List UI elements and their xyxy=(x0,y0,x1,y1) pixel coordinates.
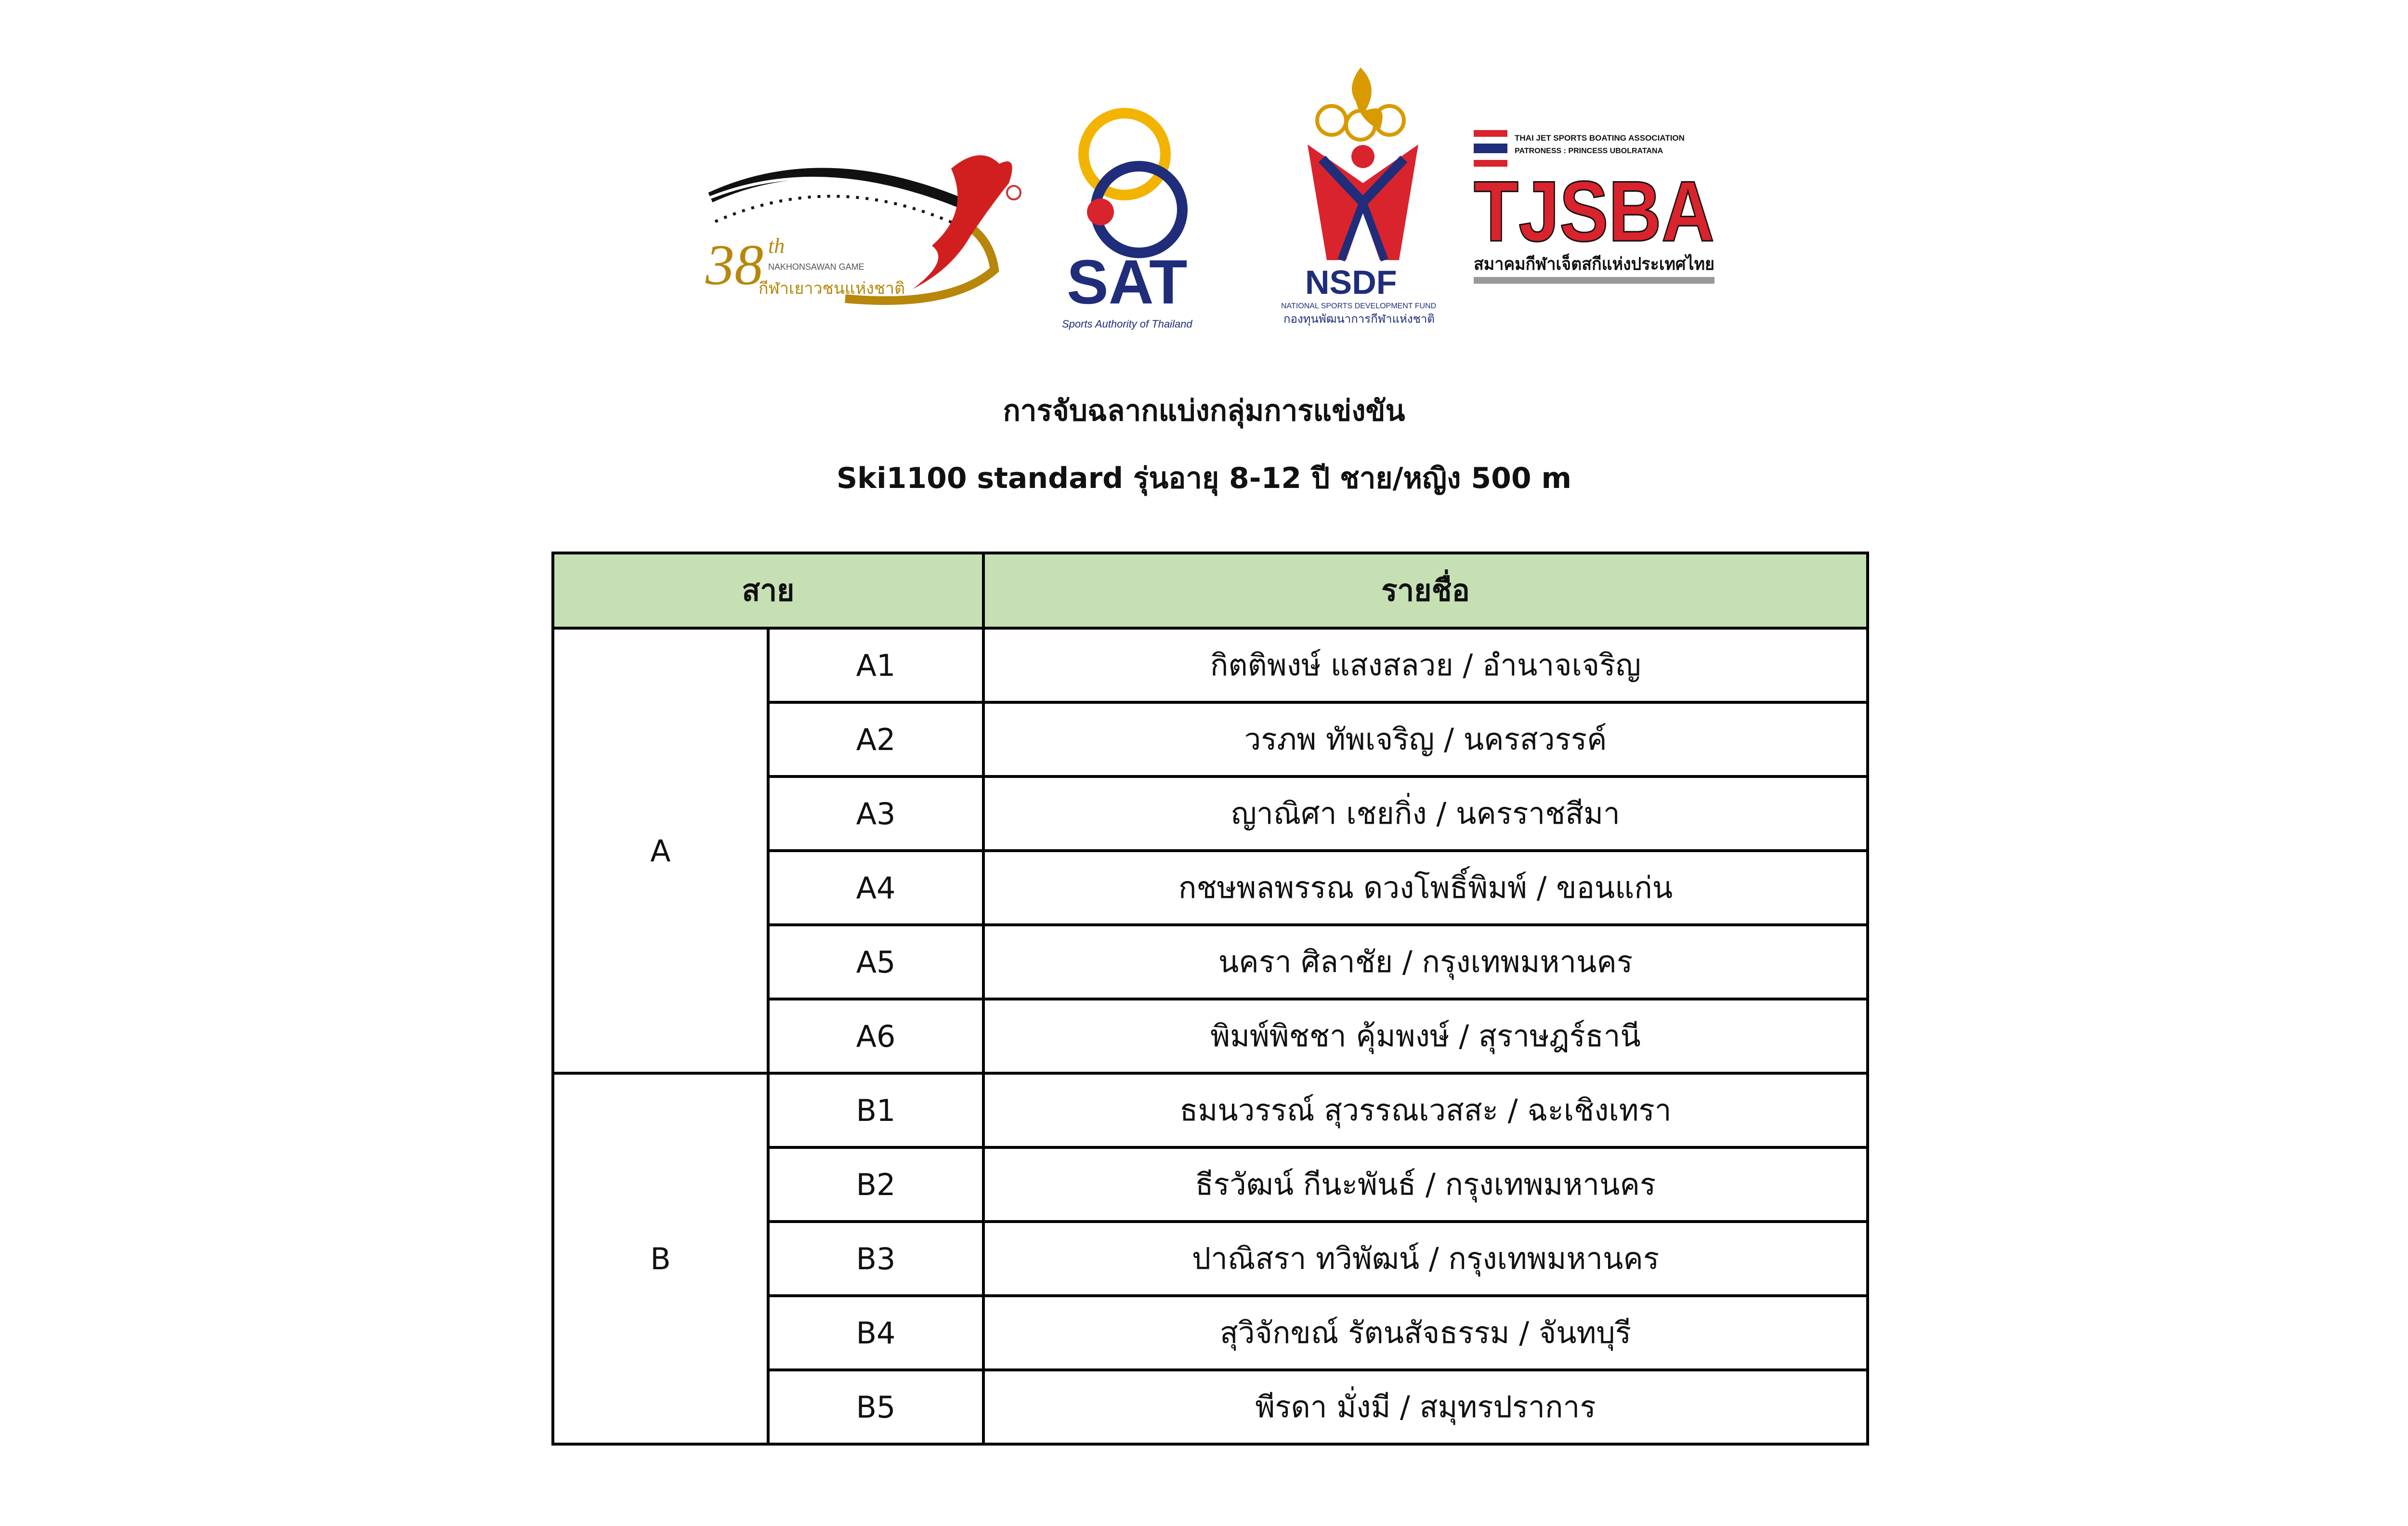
lane-cell: B5 xyxy=(768,1370,983,1444)
lane-cell: B2 xyxy=(768,1147,983,1222)
name-cell: ญาณิศา เชยกิ่ง / นครราชสีมา xyxy=(983,776,1868,851)
tjsba-logo-toptext2: PATRONESS : PRINCESS UBOLRATANA xyxy=(1515,147,1663,155)
name-cell: พีรดา มั่งมี / สมุทรปราการ xyxy=(983,1370,1868,1444)
page-subtitle: Ski1100 standard รุ่นอายุ 8-12 ปี ชาย/หญิง 500 m xyxy=(836,461,1572,495)
name-cell: นครา ศิลาชัย / กรุงเทพมหานคร xyxy=(983,925,1868,999)
lane-cell: A4 xyxy=(768,851,983,925)
games-logo-number: 38 xyxy=(706,233,763,297)
name-cell: ธมนวรรณ์ สุวรรณเวสสะ / ฉะเชิงเทรา xyxy=(983,1073,1868,1147)
sat-logo xyxy=(1047,96,1216,347)
name-cell: พิมพ์พิชชา คุ้มพงษ์ / สุราษฎร์ธานี xyxy=(983,999,1868,1073)
lane-cell: A1 xyxy=(768,628,983,702)
table-row xyxy=(553,628,1868,702)
header-name: รายชื่อ xyxy=(983,553,1868,628)
header-group: สาย xyxy=(553,553,983,628)
tjsba-logo-caption: สมาคมกีฬาเจ็ตสกีแห่งประเทศไทย xyxy=(1474,254,1728,274)
name-cell: วรภพ ทัพเจริญ / นครสวรรค์ xyxy=(983,702,1868,776)
lane-cell: A2 xyxy=(768,702,983,776)
nsdf-logo-caption: NATIONAL SPORTS DEVELOPMENT FUND xyxy=(1281,302,1437,310)
name-cell: สุวิจักขณ์ รัตนสัจธรรม / จันทบุรี xyxy=(983,1296,1868,1370)
games-logo-subcaption: NAKHONSAWAN GAME xyxy=(768,262,864,272)
lane-cell: A5 xyxy=(768,925,983,999)
lane-cell: B1 xyxy=(768,1073,983,1147)
name-cell: ธีรวัฒน์ กีนะพันธ์ / กรุงเทพมหานคร xyxy=(983,1147,1868,1222)
lane-cell: A3 xyxy=(768,776,983,851)
lane-cell: B4 xyxy=(768,1296,983,1370)
nsdf-logo-text: NSDF xyxy=(1305,263,1397,301)
tjsba-logo xyxy=(1474,130,1728,323)
lane-cell: A6 xyxy=(768,999,983,1073)
games-logo-superscript: th xyxy=(768,234,785,258)
name-cell: ปาณิสรา ทวิพัฒน์ / กรุงเทพมหานคร xyxy=(983,1222,1868,1296)
group-cell-b: B xyxy=(553,1073,768,1444)
draw-table xyxy=(551,552,1869,1446)
sat-logo-text: SAT xyxy=(1067,247,1188,317)
name-cell: กชษพลพรรณ ดวงโพธิ์พิมพ์ / ขอนแก่น xyxy=(983,851,1868,925)
lane-cell: B3 xyxy=(768,1222,983,1296)
tjsba-logo-text: TJSBA xyxy=(1474,163,1714,259)
group-cell-a: A xyxy=(553,628,768,1073)
page-title: การจับฉลากแบ่งกลุ่มการแข่งขัน xyxy=(1003,394,1405,428)
table-header-row xyxy=(553,553,1868,628)
nsdf-logo-caption-th: กองทุนพัฒนาการกีฬาแห่งชาติ xyxy=(1283,312,1435,326)
games-logo-caption: กีฬาเยาวชนแห่งชาติ xyxy=(759,279,905,298)
name-cell: กิตติพงษ์ แสงสลวย / อำนาจเจริญ xyxy=(983,628,1868,702)
games-logo xyxy=(701,125,1028,328)
table-row xyxy=(553,1073,1868,1147)
tjsba-logo-toptext: THAI JET SPORTS BOATING ASSOCIATION xyxy=(1515,133,1685,143)
sat-logo-caption: Sports Authority of Thailand xyxy=(1062,318,1192,330)
nsdf-logo xyxy=(1264,58,1466,328)
logo-bar xyxy=(0,58,2408,330)
